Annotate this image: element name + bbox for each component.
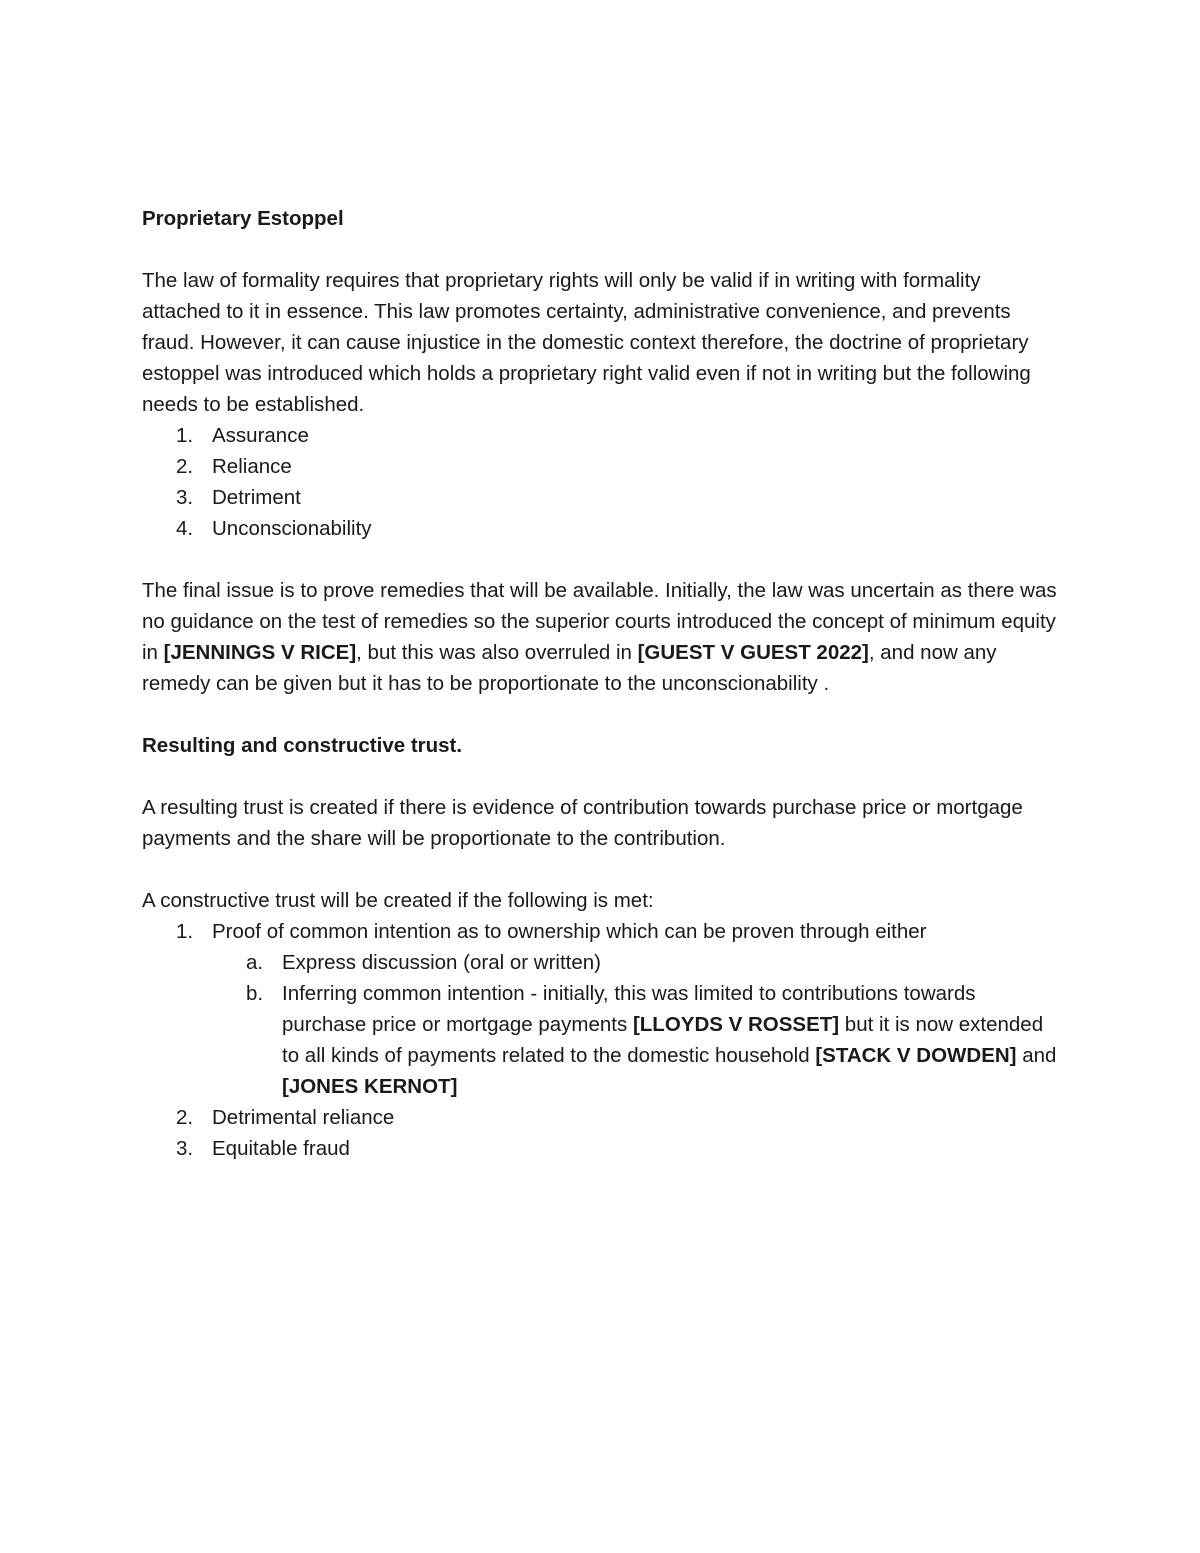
list-item-text: Reliance <box>212 455 292 478</box>
list-item-text: Detrimental reliance <box>212 1106 395 1129</box>
document-page <box>142 203 1062 1164</box>
list-marker: 1. <box>176 424 194 447</box>
sub-list-item <box>142 978 1062 1102</box>
case-citation: [JENNINGS V RICE] <box>163 641 357 664</box>
remedies-text: The final issue is to prove remedies that will be available. Initially, the law was uncertain as there was no guidance on the test of remedies so the superior courts introduced the concept of minimum equity in <box>142 579 1057 664</box>
case-citation: [STACK V DOWDEN] <box>815 1044 1017 1067</box>
list-item <box>142 420 1062 451</box>
constructive-trust-intro: A constructive trust will be created if the following is met: <box>142 889 654 912</box>
list-item <box>142 513 1062 544</box>
case-citation: [JONES KERNOT] <box>282 1075 458 1098</box>
list-item <box>142 916 1062 1102</box>
list-item-text: Assurance <box>212 424 309 447</box>
list-item-text: Unconscionability <box>212 517 372 540</box>
constructive-trust-list <box>142 916 1062 1164</box>
sub-list-item-text: Inferring common intention - initially, this was limited to contributions towards purchase price or mortgage payments <box>282 982 976 1036</box>
sub-list-item-text: Express discussion (oral or written) <box>282 951 601 974</box>
section-heading-proprietary-estoppel: Proprietary Estoppel <box>142 207 344 230</box>
list-marker: 2. <box>176 455 194 478</box>
section-heading-trusts: Resulting and constructive trust. <box>142 734 463 757</box>
sub-list-item <box>142 947 1062 978</box>
remedies-paragraph <box>142 575 1062 699</box>
remedies-text: , but this was also overruled in <box>356 641 638 664</box>
sub-list-marker: b. <box>246 982 264 1005</box>
list-item <box>142 451 1062 482</box>
list-item-text: Proof of common intention as to ownership which can be proven through either <box>212 920 927 943</box>
sub-list-marker: a. <box>246 951 264 974</box>
list-marker: 3. <box>176 1137 194 1160</box>
list-marker: 4. <box>176 517 194 540</box>
list-item-text: Equitable fraud <box>212 1137 350 1160</box>
list-marker: 2. <box>176 1106 194 1129</box>
sub-list-item-text: and <box>1016 1044 1057 1067</box>
list-marker: 3. <box>176 486 194 509</box>
remedies-text: , and now any remedy can be given but it has to be proportionate to the unconscionability . <box>142 641 997 695</box>
list-item <box>142 1102 1062 1133</box>
resulting-trust-paragraph: A resulting trust is created if there is evidence of contribution towards purchase price or mortgage payments and the share will be proportionate to the contribution. <box>142 796 1023 850</box>
case-citation: [GUEST V GUEST 2022] <box>637 641 869 664</box>
list-item-text: Detriment <box>212 486 301 509</box>
requirements-list <box>142 420 1062 544</box>
list-marker: 1. <box>176 920 194 943</box>
sub-list <box>142 947 1062 1102</box>
case-citation: [LLOYDS V ROSSET] <box>632 1013 840 1036</box>
spacer <box>142 761 1062 792</box>
spacer <box>142 234 1062 265</box>
spacer <box>142 544 1062 575</box>
spacer <box>142 854 1062 885</box>
intro-paragraph: The law of formality requires that proprietary rights will only be valid if in writing with formality attached to it in essence. This law promotes certainty, administrative convenience, and prevents fraud. However, it can cause injustice in the domestic context therefore, the doctrine of proprietary estoppel was introduced which holds a proprietary right valid even if not in writing but the following needs to be established. <box>142 269 1031 416</box>
list-item <box>142 1133 1062 1164</box>
sub-list-item-text: but it is now extended to all kinds of payments related to the domestic household <box>282 1013 1044 1067</box>
list-item <box>142 482 1062 513</box>
spacer <box>142 699 1062 730</box>
